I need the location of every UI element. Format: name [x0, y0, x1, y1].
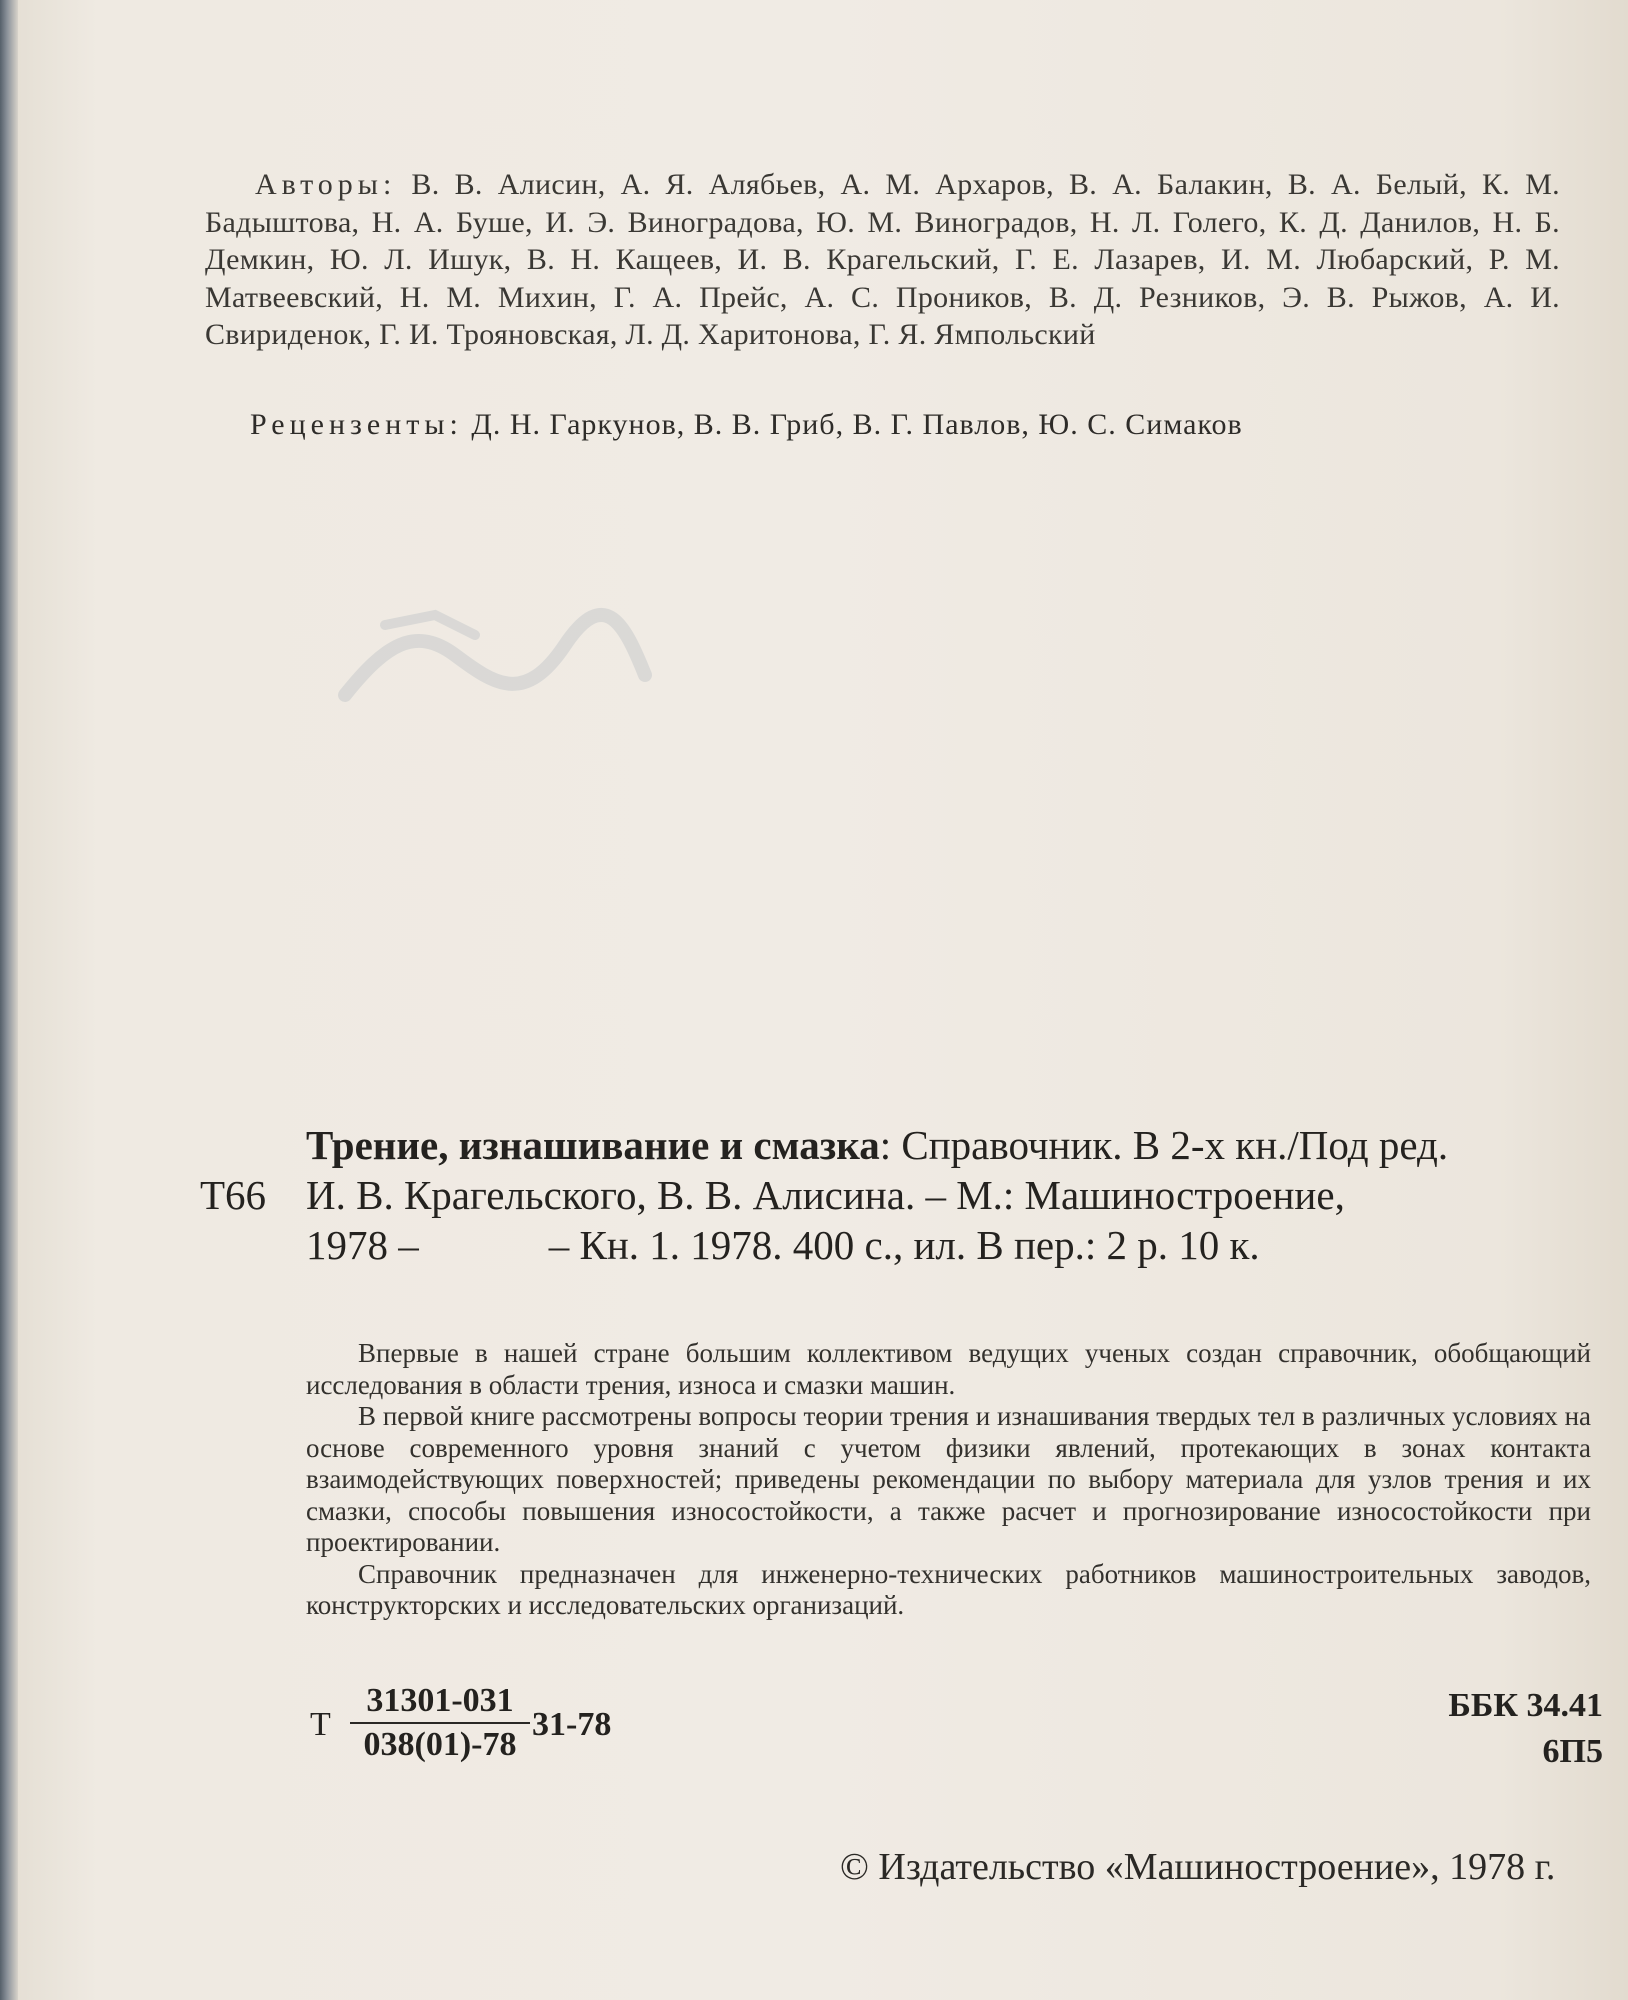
annotation-paragraph: Впервые в нашей стране большим коллективом ведущих ученых создан справочник, обобщающий исследования в области трения, износа и смазки машин.: [306, 1338, 1591, 1400]
catalog-description: [306, 1120, 1580, 1270]
catalog-line-3-volume: – Кн. 1. 1978. 400 с., ил. В пер.: 2 р. 10 к.: [548, 1222, 1260, 1268]
reviewers-label: Рецензенты:: [250, 408, 463, 441]
reviewers-names: Д. Н. Гаркунов, В. В. Гриб, В. Г. Павлов, Ю. С. Симаков: [471, 408, 1243, 441]
bbk-line-2: 6П5: [1542, 1733, 1603, 1770]
catalog-line-3-year: 1978 –: [306, 1222, 419, 1268]
index-letter: Т: [310, 1706, 331, 1743]
reviewers-block: [250, 408, 1560, 442]
bbk-line-1: ББК 34.41: [1448, 1687, 1603, 1724]
catalog-line-1: [306, 1120, 1580, 1170]
index-denominator: 038(01)-78: [363, 1726, 517, 1763]
catalog-code: Т66: [200, 1172, 267, 1218]
book-title: Трение, изнашивание и смазка: [306, 1122, 880, 1168]
bbk-classification: [1448, 1683, 1603, 1775]
annotation-block: [306, 1338, 1591, 1622]
copyright-line: © Издательство «Машиностроение», 1978 г.: [840, 1846, 1556, 1888]
fraction-bar: [350, 1722, 530, 1724]
catalog-line-3: [306, 1220, 1580, 1270]
catalog-line-2: И. В. Крагельского, В. В. Алисина. – М.: Машиностроение,: [306, 1172, 1345, 1218]
annotation-paragraph: Справочник предназначен для инженерно-технических работников машиностроительных заводов, конструкторских и исследовательских организаций.: [306, 1558, 1591, 1620]
authors-label: Авторы:: [255, 168, 397, 201]
book-cover-edge: [0, 0, 18, 2000]
index-fraction: [350, 1682, 530, 1764]
index-numerator: 31301-031: [366, 1682, 514, 1719]
catalog-line-1-rest: : Справочник. В 2-х кн./Под ред.: [879, 1122, 1449, 1168]
authors-block: [205, 166, 1560, 354]
index-suffix: 31-78: [532, 1706, 612, 1743]
annotation-paragraph: В первой книге рассмотрены вопросы теории трения и изнашивания твердых тел в различных условиях на основе современного уровня знаний с учетом физики явлений, протекающих в зонах контакта взаимодействующих поверхностей; приведены рекомендации по выбору материала для узлов трения и их смазки, способы повышения износостойкости, а также расчет и прогнозирование износостойкости при проектировании.: [306, 1401, 1591, 1557]
faded-stamp-mark: [325, 585, 665, 735]
authors-names: В. В. Алисин, А. Я. Алябьев, А. М. Архаров, В. А. Балакин, В. А. Белый, К. М. Бадыштова, Н. А. Буше, И. Э. Виноградова, Ю. М. Виноградов, Н. Л. Голего, К. Д. Данилов, Н. Б. Демкин, Ю. Л. Ишук, В. Н. Кащеев, И. В. Крагельский, Г. Е. Лазарев, И. М. Любарский, Р. М. Матвеевский, Н. М. Михин, Г. А. Прейс, А. С. Проников, В. Д. Резников, Э. В. Рыжов, А. И. Свириденок, Г. И. Трояновская, Л. Д. Харитонова, Г. Я. Ямпольский: [205, 168, 1560, 351]
